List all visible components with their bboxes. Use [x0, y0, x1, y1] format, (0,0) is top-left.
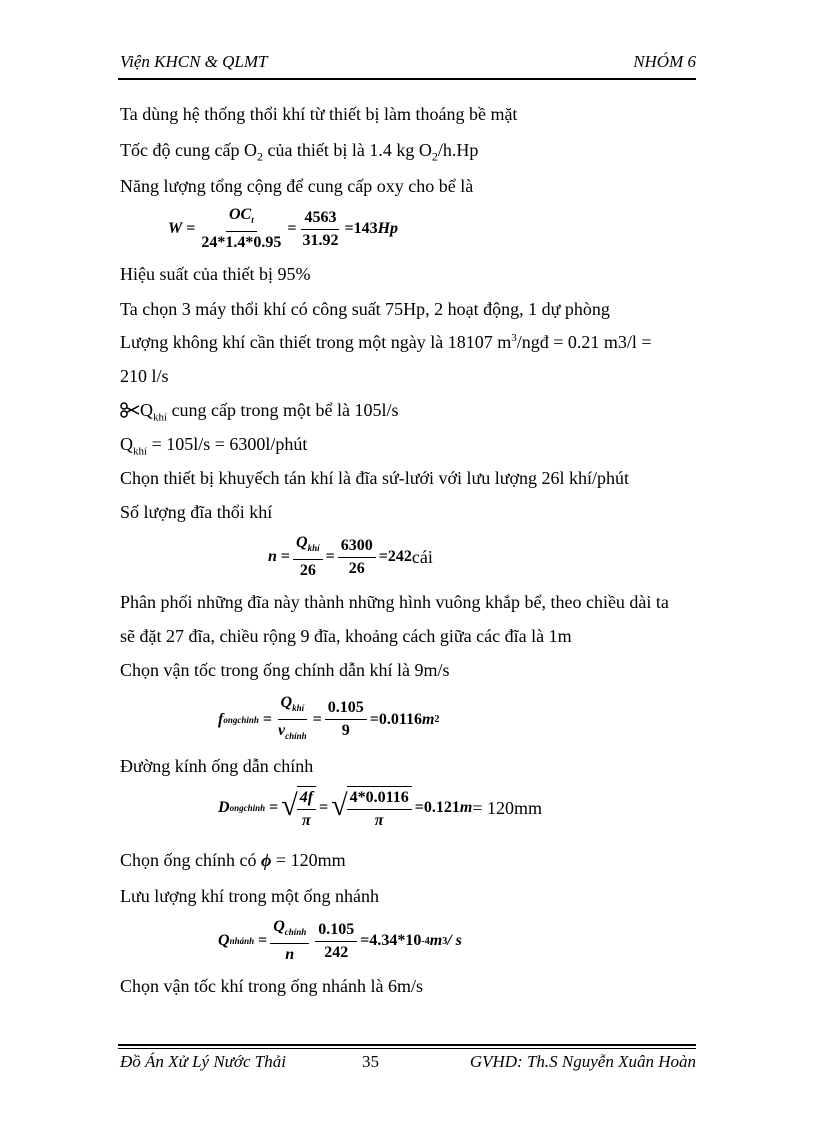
text-line-4: Hiệu suất của thiết bị 95%	[120, 264, 311, 284]
scissors-icon	[120, 402, 140, 418]
text-line-2: Tốc độ cung cấp $O_2$ của thiết bị là 1.4 kg $O_2/h.Hp$	[120, 140, 479, 164]
text-line-5: Ta chọn 3 máy thổi khí có công suất 75Hp, 2 hoạt động, 1 dự phòng	[120, 299, 610, 319]
text-line-13: sẽ đặt 27 đĩa, chiều rộng 9 đĩa, khoảng cách giữa các đĩa là 1m	[120, 626, 572, 646]
footer-rule-top	[118, 1044, 696, 1046]
text-line-7: 210 l/s	[120, 366, 169, 386]
text-line-14: Chọn vận tốc trong ống chính dẫn khí là 9m/s	[120, 660, 450, 680]
text-line-11: Số lượng đĩa thổi khí	[120, 502, 273, 522]
text-line-1: Ta dùng hệ thống thổi khí từ thiết bị làm thoáng bề mặt	[120, 104, 518, 124]
text-line-16: Chọn ống chính có ϕ = 120mm	[120, 850, 346, 870]
formula-disc-count: n = $\frac{Q_{khí}}{26}$ = $\frac{6300}{26}$ = 242 cái	[268, 534, 433, 579]
text-line-3: Năng lượng tổng cộng để cung cấp oxy cho bể là	[120, 176, 474, 196]
page-number: 35	[362, 1052, 379, 1071]
text-line-6: Lượng không khí cần thiết trong một ngày là 18107 $m^3$/ngđ = 0.21 m3/l =	[120, 332, 652, 352]
formula-main-pipe-area: f ongchinh = $\frac{Q_{khí}}{v_{chính}}$ = $\frac{0.105}{9}$ = 0.0116 m 2	[218, 694, 440, 741]
footer-rule-bottom	[118, 1048, 696, 1049]
text-line-10: Chọn thiết bị khuyếch tán khí là đĩa sứ-lưới với lưu lượng 26l khí/phút	[120, 468, 630, 488]
formula-branch-flow: Q nhánh = $\frac{Q_{chính}}{n}$ $\frac{0.105}{242}$ = 4.34*10 -4 m 3 / s	[218, 918, 462, 963]
text-line-17: Lưu lượng khí trong một ống nhánh	[120, 886, 380, 906]
header-right: NHÓM 6	[633, 52, 696, 71]
text-line-9: $Q_{khí} = 105l/s$ = 6300l/phút	[120, 434, 308, 458]
text-line-18: Chọn vận tốc khí trong ống nhánh là 6m/s	[120, 976, 423, 996]
text-line-12: Phân phối những đĩa này thành những hình vuông khắp bể, theo chiều dài ta	[120, 592, 669, 612]
text-line-15: Đường kính ống dẫn chính	[120, 756, 314, 776]
formula-oxygen-power: W = $\frac{OC_t}{24*1.4*0.95}$ = $\frac{4563}{31.92}$ = 143 Hp	[168, 206, 399, 251]
footer-right: GVHD: Th.S Nguyễn Xuân Hoàn	[469, 1052, 696, 1071]
formula-main-pipe-diameter: D ongchinh = √ $\frac{4f}{\pi}$ = √ $\frac{4*0.0116}{\pi}$ = 0.121 m = 120mm	[218, 786, 542, 830]
text-line-8: $Q_{khí}$ cung cấp trong một bể là 105l/s	[120, 400, 399, 424]
footer-left: Đồ Án Xử Lý Nước Thải	[120, 1052, 286, 1071]
header-rule	[118, 78, 696, 80]
header-left: Viện KHCN & QLMT	[120, 52, 268, 71]
